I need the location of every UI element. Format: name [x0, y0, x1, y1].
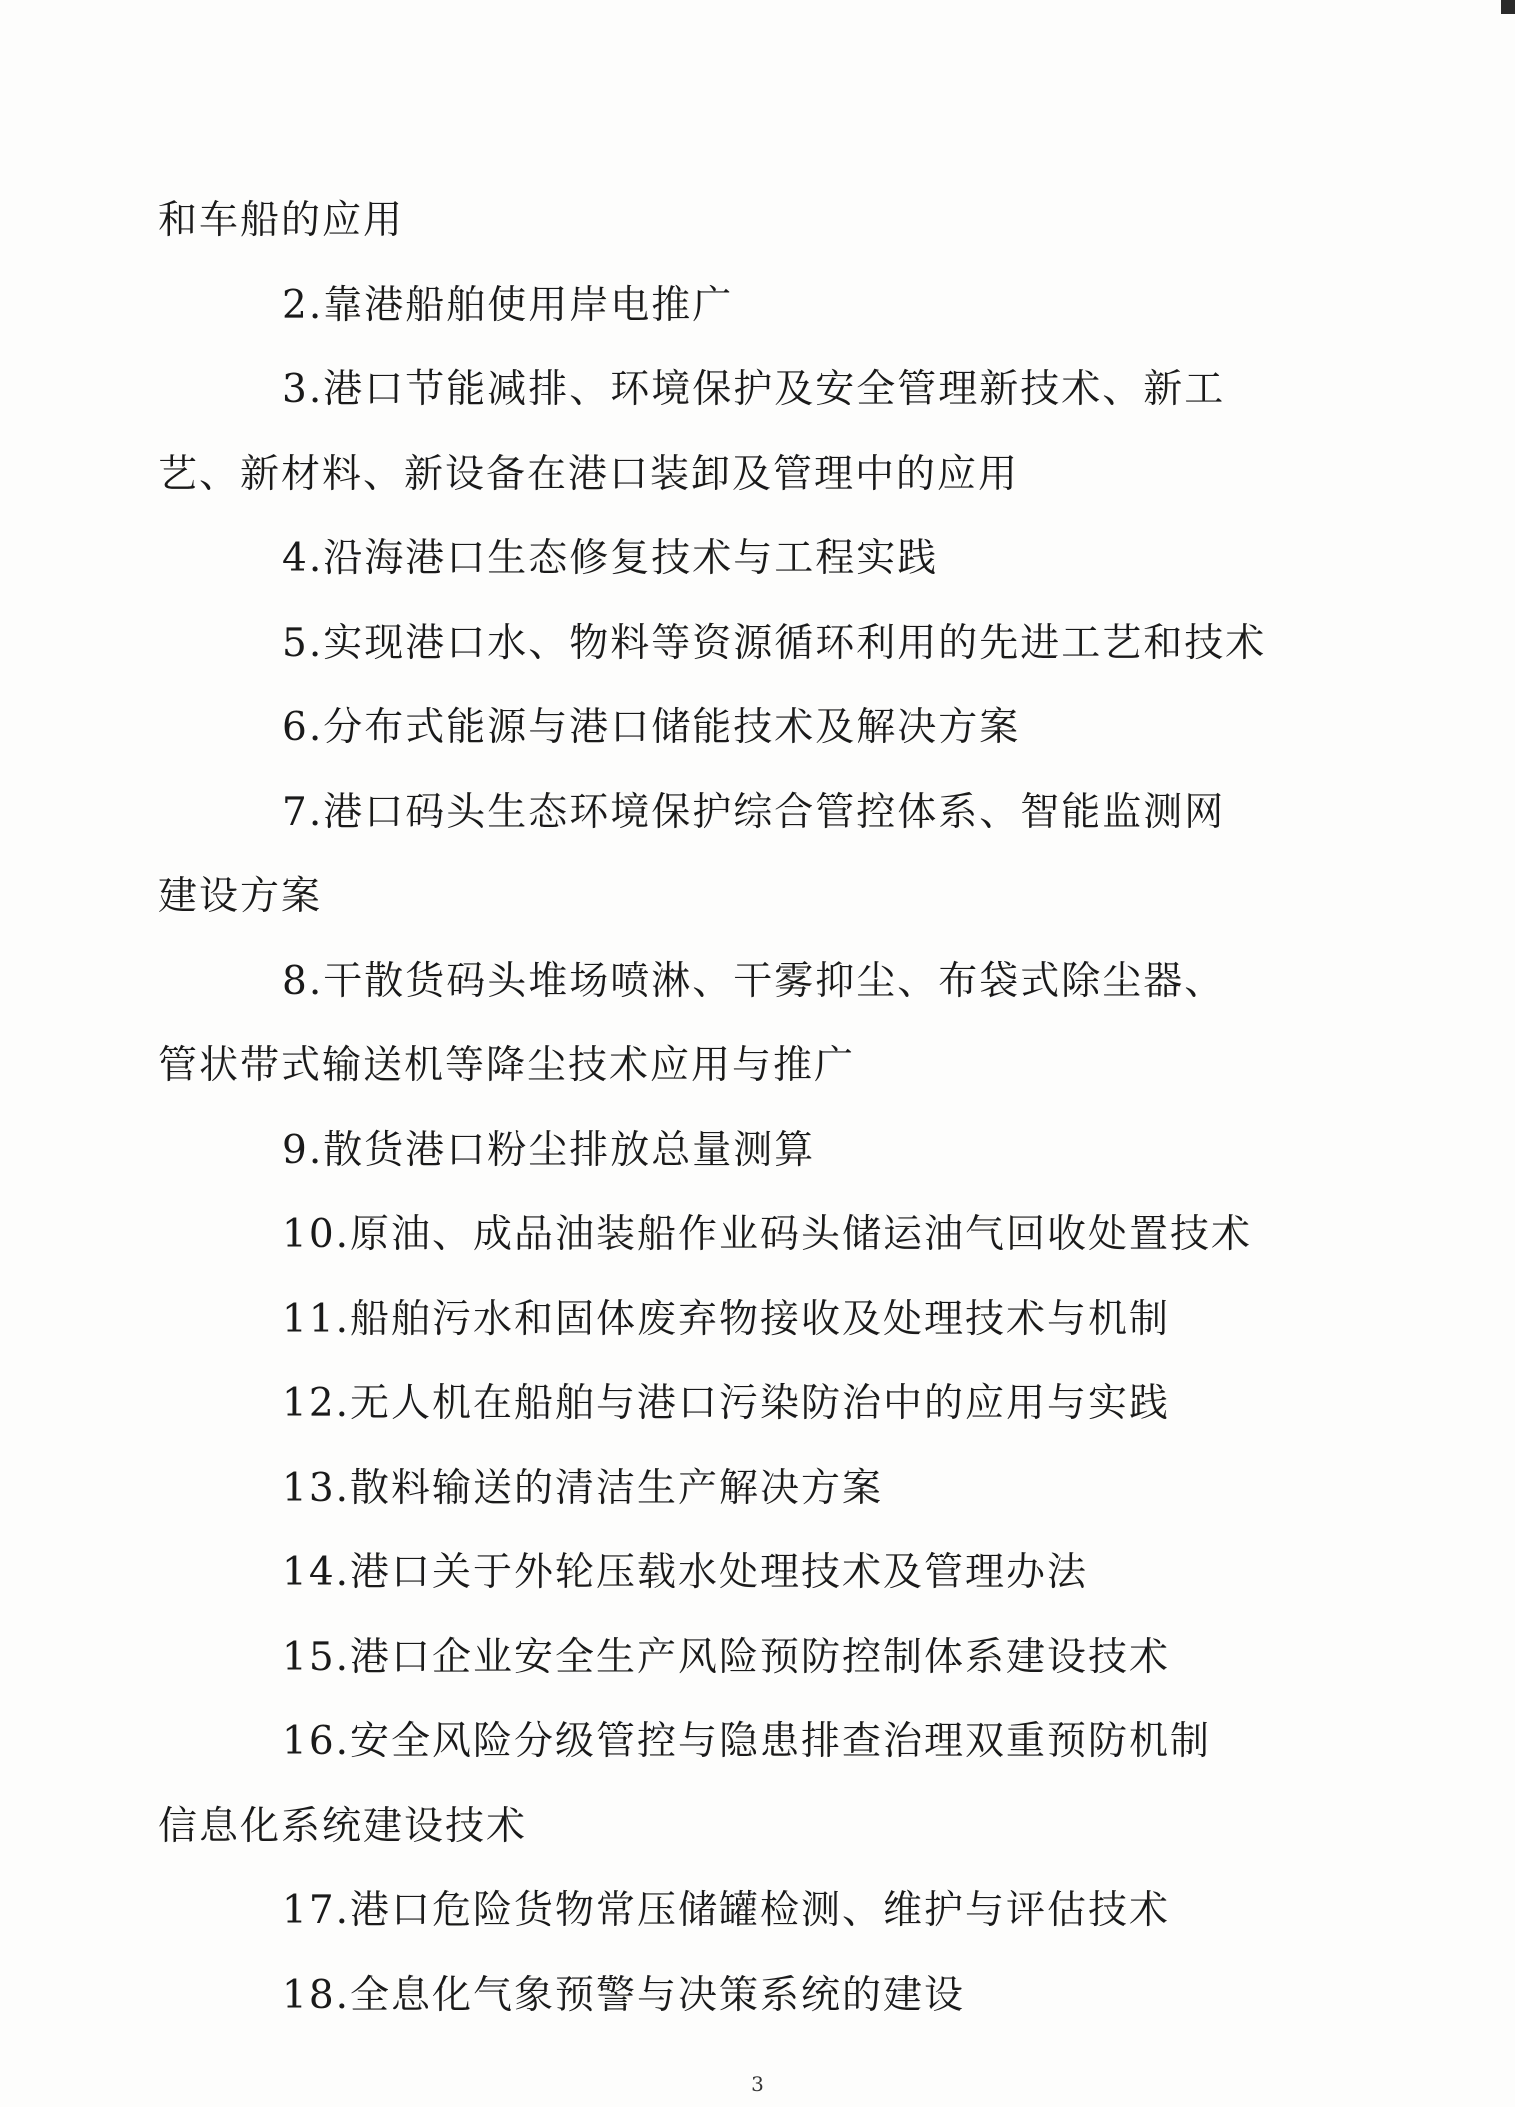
list-item: 10.原油、成品油装船作业码头储运油气回收处置技术	[282, 1212, 1253, 1257]
list-item: 13.散料输送的清洁生产解决方案	[282, 1466, 884, 1511]
text-line: 管状带式输送机等降尘技术应用与推广	[158, 1043, 856, 1088]
list-item: 4.沿海港口生态修复技术与工程实践	[282, 536, 939, 581]
list-item: 6.分布式能源与港口储能技术及解决方案	[282, 705, 1021, 750]
text-line: 信息化系统建设技术	[158, 1804, 528, 1849]
scan-corner-mark	[1501, 0, 1515, 14]
text-line: 艺、新材料、新设备在港口装卸及管理中的应用	[158, 452, 1020, 497]
list-item: 18.全息化气象预警与决策系统的建设	[282, 1973, 966, 2018]
list-item: 17.港口危险货物常压储罐检测、维护与评估技术	[282, 1888, 1171, 1933]
list-item: 15.港口企业安全生产风险预防控制体系建设技术	[282, 1635, 1171, 1680]
list-item: 5.实现港口水、物料等资源循环利用的先进工艺和技术	[282, 621, 1267, 666]
list-item: 16.安全风险分级管控与隐患排查治理双重预防机制	[282, 1719, 1212, 1764]
list-item: 7.港口码头生态环境保护综合管控体系、智能监测网	[282, 790, 1226, 835]
list-item: 3.港口节能减排、环境保护及安全管理新技术、新工	[282, 367, 1226, 412]
list-item: 11.船舶污水和固体废弃物接收及处理技术与机制	[282, 1297, 1171, 1342]
text-line: 建设方案	[158, 874, 323, 919]
text-line: 和车船的应用	[158, 198, 405, 243]
list-item: 14.港口关于外轮压载水处理技术及管理办法	[282, 1550, 1089, 1595]
list-item: 12.无人机在船舶与港口污染防治中的应用与实践	[282, 1381, 1171, 1426]
list-item: 9.散货港口粉尘排放总量测算	[282, 1128, 816, 1173]
list-item: 8.干散货码头堆场喷淋、干雾抑尘、布袋式除尘器、	[282, 959, 1226, 1004]
page-number: 3	[751, 2072, 764, 2096]
list-item: 2.靠港船舶使用岸电推广	[282, 283, 734, 328]
